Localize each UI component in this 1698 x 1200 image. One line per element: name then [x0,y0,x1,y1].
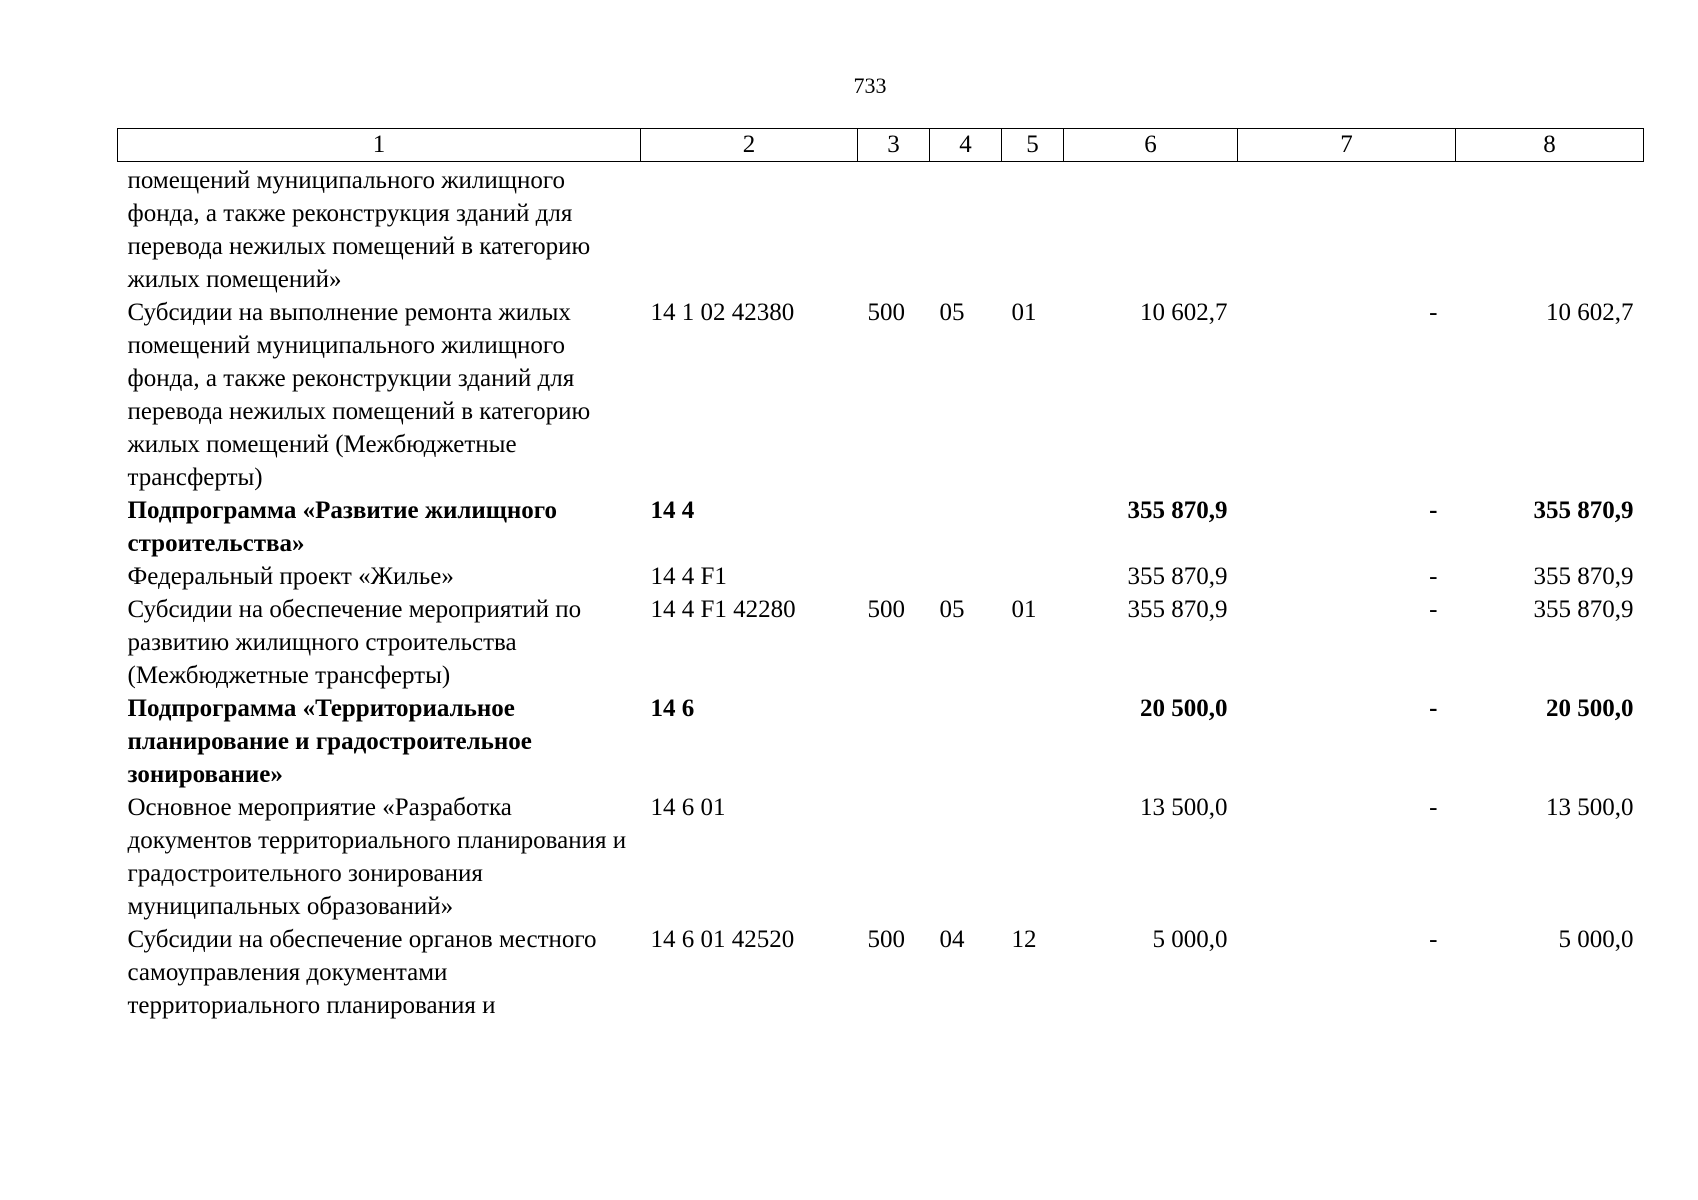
row-col-6: 355 870,9 [1127,497,1228,524]
row-col-5 [1002,162,1064,297]
row-col-3 [858,692,930,791]
row-col-7 [1238,162,1456,297]
header-col-3: 3 [858,129,930,162]
page-number: 733 [853,73,887,98]
table-row [118,692,1644,791]
row-col-3 [858,791,930,923]
row-col-5 [1002,791,1064,923]
row-col-3 [858,162,930,297]
row-col-6: 13 500,0 [1140,794,1228,821]
row-col-4 [930,560,1002,593]
row-col-8: 355 870,9 [1533,497,1634,524]
row-col-7: - [1429,794,1438,821]
row-code: 14 1 02 42380 [650,299,795,326]
row-col-3 [858,494,930,560]
row-code: 14 4 [650,497,695,524]
row-col-4 [930,692,1002,791]
row-code: 14 6 01 [650,794,726,821]
row-name: помещений муниципального жилищного фонда, а также реконструкция зданий для перевода нежилых помещений в категорию жилых помещений» [127,167,591,293]
table-row [118,162,1644,297]
table-header [118,129,1644,162]
row-col-8: 355 870,9 [1533,596,1634,623]
row-col-5: 01 [1011,596,1037,623]
row-col-7: - [1429,695,1438,722]
row-col-5 [1002,692,1064,791]
row-col-5: 01 [1011,299,1037,326]
table-row [118,296,1644,494]
row-col-4 [930,791,1002,923]
table-row [118,923,1644,1022]
row-col-4 [930,162,1002,297]
row-col-7: - [1429,926,1438,953]
row-col-5: 12 [1011,926,1037,953]
header-col-8: 8 [1456,129,1644,162]
header-col-2: 2 [641,129,858,162]
row-col-6: 20 500,0 [1140,695,1228,722]
budget-table [117,128,1644,1022]
row-col-8: 355 870,9 [1533,563,1634,590]
row-col-3 [858,560,930,593]
row-col-6: 10 602,7 [1140,299,1228,326]
row-col-3: 500 [867,596,905,623]
row-name: Федеральный проект «Жилье» [127,563,454,590]
row-col-3: 500 [867,299,905,326]
row-col-5 [1002,560,1064,593]
row-col-4: 04 [939,926,965,953]
row-code: 14 6 01 42520 [650,926,795,953]
row-code [641,162,858,297]
row-col-6: 355 870,9 [1127,563,1228,590]
row-col-5 [1002,494,1064,560]
row-code: 14 6 [650,695,695,722]
row-col-7: - [1429,299,1438,326]
row-col-8: 20 500,0 [1546,695,1634,722]
row-col-8: 5 000,0 [1558,926,1634,953]
header-col-7: 7 [1238,129,1456,162]
row-name: Субсидии на обеспечение мероприятий по развитию жилищного строительства (Межбюджетные трансферты) [127,596,582,689]
row-code: 14 4 F1 42280 [650,596,796,623]
table-body [118,162,1644,1023]
table-row [118,494,1644,560]
row-col-4 [930,494,1002,560]
header-col-6: 6 [1064,129,1238,162]
header-col-4: 4 [930,129,1002,162]
row-code: 14 4 F1 [650,563,727,590]
header-col-1: 1 [118,129,641,162]
row-col-7: - [1429,596,1438,623]
row-col-7: - [1429,497,1438,524]
header-row [118,129,1644,162]
row-col-8: 13 500,0 [1546,794,1634,821]
table-row [118,560,1644,593]
table-row [118,593,1644,692]
row-col-3: 500 [867,926,905,953]
row-name: Субсидии на обеспечение органов местного самоуправления документами территориального планирования и [127,926,597,1019]
row-col-8: 10 602,7 [1546,299,1634,326]
row-name: Основное мероприятие «Разработка документов территориального планирования и градостроительного зонирования муниципальных образований» [127,794,627,920]
row-col-4: 05 [939,299,965,326]
row-col-6 [1064,162,1238,297]
row-col-7: - [1429,563,1438,590]
row-col-4: 05 [939,596,965,623]
row-name: Субсидии на выполнение ремонта жилых помещений муниципального жилищного фонда, а также реконструкции зданий для перевода нежилых помещений в категорию жилых помещений (Межбюджетные трансферты) [127,299,591,491]
row-name: Подпрограмма «Развитие жилищного строительства» [127,497,558,557]
row-col-8 [1456,162,1644,297]
row-col-6: 5 000,0 [1152,926,1228,953]
header-col-5: 5 [1002,129,1064,162]
table-row [118,791,1644,923]
row-name: Подпрограмма «Территориальное планирование и градостроительное зонирование» [127,695,532,788]
row-col-6: 355 870,9 [1127,596,1228,623]
